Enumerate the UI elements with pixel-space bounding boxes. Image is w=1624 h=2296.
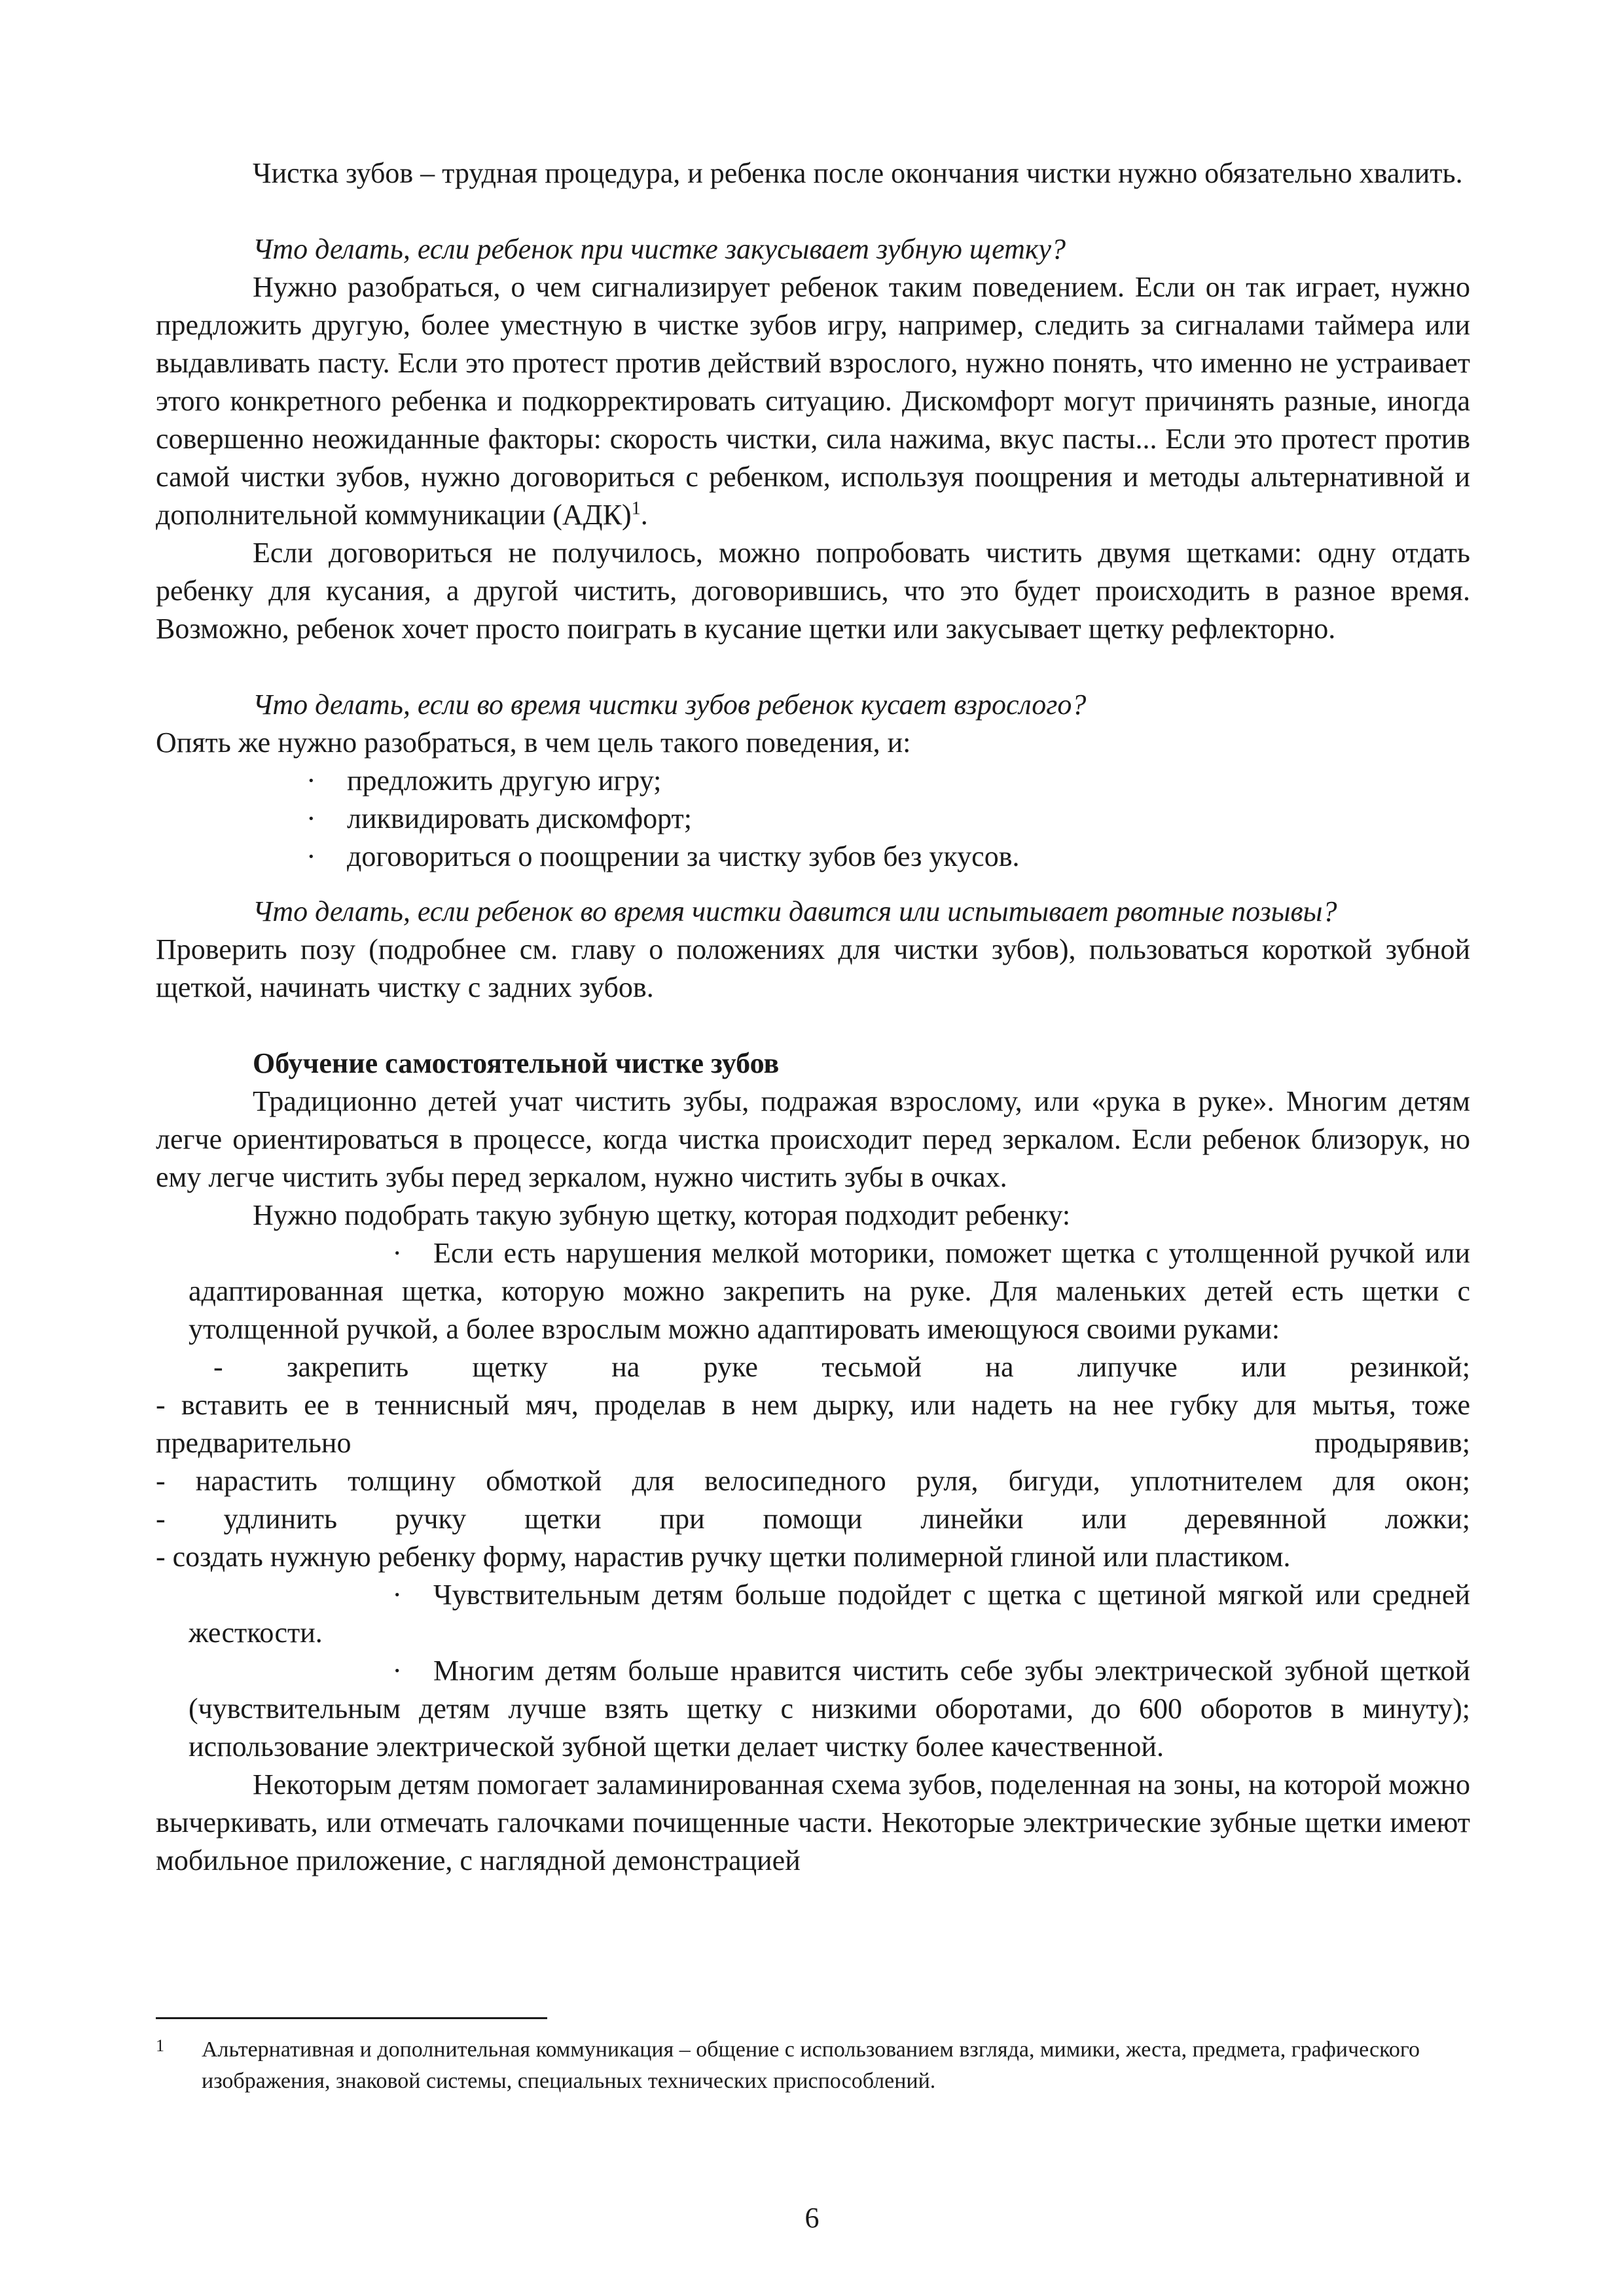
- question-biting-brush: Что делать, если ребенок при чистке закусывает зубную щетку?: [253, 233, 1066, 265]
- footnote-text: Альтернативная и дополнительная коммуникация – общение с использованием взгляда, мимики, жеста, предмета, графического изображения, знаковой системы, специальных технических приспособлений.: [202, 2037, 1420, 2093]
- question-biting-adult: Что делать, если во время чистки зубов ребенок кусает взрослого?: [253, 689, 1087, 721]
- paragraph-biting-brush: Нужно разобраться, о чем сигнализирует ребенок таким поведением. Если он так играет, нужно предложить другую, более уместную в чистке зубов игру, например, следить за сигналами таймера или выдавливать пасту. Если это протест против действий взрослого, нужно понять, что именно не устраивает этого конкретного ребенка и подкорректировать ситуацию. Дискомфорт могут причинять разные, иногда совершенно неожиданные факторы: скорость чистки, сила нажима, вкус пасты... Если это протест против самой чистки зубов, нужно договориться с ребенком, используя поощрения и методы альтернативной и дополнительной коммуникации (АДК)$^1$.: [156, 271, 1470, 531]
- footnote-divider: [156, 2017, 547, 2019]
- main-text: [156, 154, 1470, 1880]
- list-item: · предложить другую игру;: [306, 762, 1470, 800]
- footnote-ref: 1: [631, 498, 641, 519]
- list-item: · договориться о поощрении за чистку зубов без укусов.: [306, 838, 1470, 876]
- paragraph-praise: Чистка зубов – трудная процедура, и ребенка после окончания чистки нужно обязательно хвалить.: [253, 157, 1463, 189]
- list-item: - удлинить ручку щетки при помощи линейки или деревянной ложки;: [156, 1503, 1470, 1535]
- list-item: · Чувствительным детям больше подойдет с щетка с щетиной мягкой или средней жесткости.: [189, 1576, 1470, 1652]
- paragraph-two-brushes: Если договориться не получилось, можно попробовать чистить двумя щетками: одну отдать ребенку для кусания, а другой чистить, договорившись, что это будет происходить в разное время. Возможно, ребенок хочет просто поиграть в кусание щетки или закусывает щетку рефлекторно.: [156, 537, 1470, 645]
- footnote: [156, 2034, 1470, 2097]
- paragraph-choose-brush: Нужно подобрать такую зубную щетку, которая подходит ребенку:: [253, 1199, 1071, 1231]
- paragraph-imitation: Традиционно детей учат чистить зубы, подражая взрослому, или «рука в руке». Многим детям легче ориентироваться в процессе, когда чистка происходит перед зеркалом. Если ребенок близорук, но ему легче чистить зубы перед зеркалом, нужно чистить зубы в очках.: [156, 1085, 1470, 1193]
- section-heading: Обучение самостоятельной чистке зубов: [253, 1047, 780, 1079]
- list-item: · Многим детям больше нравится чистить себе зубы электрической зубной щеткой (чувствительным детям лучше взять щетку с низкими оборотами, до 600 оборотов в минуту); использование электрической зубной щетки делает чистку более качественной.: [189, 1652, 1470, 1766]
- bullet-icon: ·: [392, 1579, 402, 1611]
- footnote-mark: 1: [156, 2036, 164, 2055]
- paragraph-biting-brush-text: Нужно разобраться, о чем сигнализирует ребенок таким поведением. Если он так играет, нужно предложить другую, более уместную в чистке зубов игру, например, следить за сигналами таймера или выдавливать пасту. Если это протест против действий взрослого, нужно понять, что именно не устраивает этого конкретного ребенка и подкорректировать ситуацию. Дискомфорт могут причинять разные, иногда совершенно неожиданные факторы: скорость чистки, сила нажима, вкус пасты... Если это протест против самой чистки зубов, нужно договориться с ребенком, используя поощрения и методы альтернативной и дополнительной коммуникации (АДК): [156, 271, 1470, 531]
- list-item: - вставить ее в теннисный мяч, проделав в нем дырку, или надеть на нее губку для мытья, тоже предварительно продырявив;: [156, 1389, 1470, 1459]
- bullet-icon: ·: [392, 1655, 402, 1687]
- bullet-icon: ·: [306, 840, 316, 872]
- list-item: · ликвидировать дискомфорт;: [306, 800, 1470, 838]
- list-item: · Если есть нарушения мелкой моторики, поможет щетка с утолщенной ручкой или адаптированная щетка, которую можно закрепить на руке. Для маленьких детей есть щетки с утолщенной ручкой, а более взрослым можно адаптировать имеющуюся своими руками:: [189, 1234, 1470, 1348]
- list-item: - нарастить толщину обмоткой для велосипедного руля, бигуди, уплотнителем для окон;: [156, 1465, 1470, 1497]
- bullet-icon: ·: [392, 1237, 402, 1269]
- bullet-icon: ·: [306, 802, 316, 834]
- question-gagging: Что делать, если ребенок во время чистки давится или испытывает рвотные позывы?: [253, 895, 1337, 927]
- list-item: - закрепить щетку на руке тесьмой на липучке или резинкой;: [213, 1351, 1470, 1383]
- bullet-icon: ·: [306, 764, 316, 797]
- paragraph-scheme: Некоторым детям помогает заламинированная схема зубов, поделенная на зоны, на которой можно вычеркивать, или отмечать галочками почищенные части. Некоторые электрические зубные щетки имеют мобильное приложение, с наглядной демонстрацией: [156, 1768, 1470, 1876]
- paragraph-purpose: Опять же нужно разобраться, в чем цель такого поведения, и:: [156, 726, 911, 759]
- page-number: 6: [804, 2202, 820, 2234]
- paragraph-posture: Проверить позу (подробнее см. главу о положениях для чистки зубов), пользоваться короткой зубной щеткой, начинать чистку с задних зубов.: [156, 933, 1470, 1003]
- list-item: - создать нужную ребенку форму, нарастив ручку щетки полимерной глиной или пластиком.: [156, 1541, 1291, 1573]
